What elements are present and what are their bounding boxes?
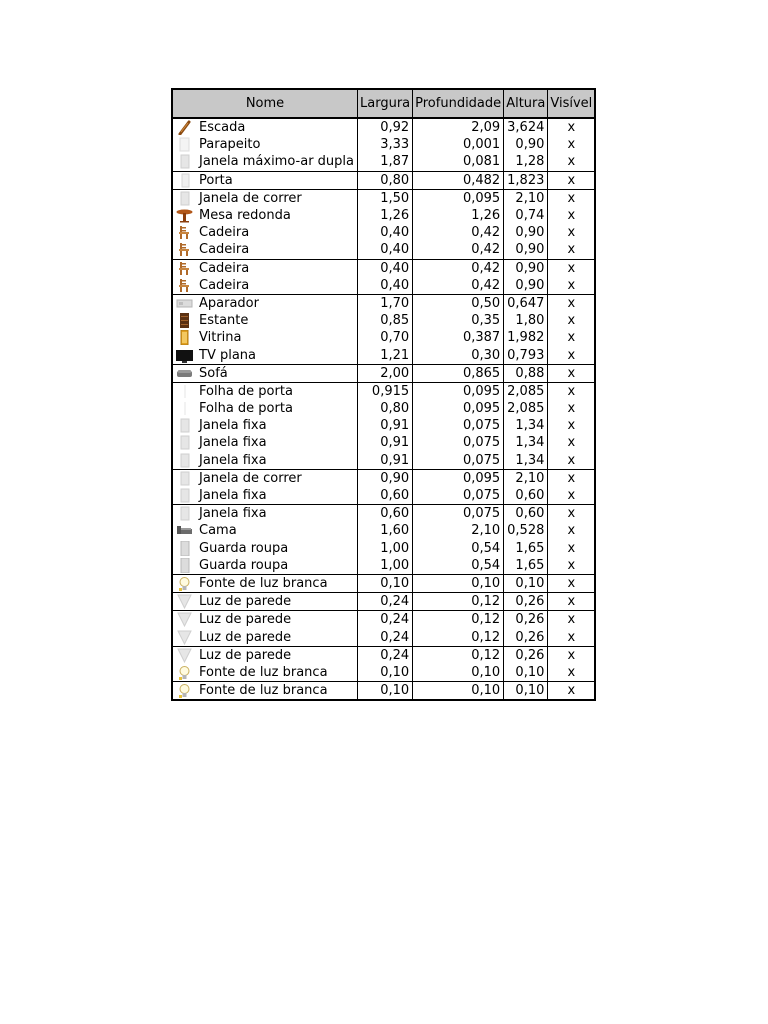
- item-name: Janela fixa: [199, 452, 267, 468]
- width-cell: 0,40: [358, 277, 413, 295]
- wardrobe-icon: [176, 541, 193, 556]
- depth-cell: 0,482: [413, 171, 504, 189]
- item-name: Escada: [199, 120, 246, 136]
- item-name: Folha de porta: [199, 401, 293, 417]
- table-body: [172, 118, 595, 700]
- depth-cell: 0,075: [413, 487, 504, 505]
- window-icon: [176, 191, 193, 206]
- height-cell: 1,80: [504, 312, 548, 329]
- width-cell: 1,21: [358, 346, 413, 364]
- visible-cell[interactable]: x: [548, 557, 595, 575]
- height-cell: 1,982: [504, 329, 548, 346]
- width-cell: 0,60: [358, 487, 413, 505]
- light-bulb-icon: [176, 576, 193, 591]
- height-cell: 0,10: [504, 664, 548, 682]
- depth-cell: 0,081: [413, 153, 504, 171]
- chair-icon: [176, 261, 193, 276]
- width-cell: 2,00: [358, 364, 413, 382]
- width-cell: 0,91: [358, 417, 413, 434]
- height-cell: 1,65: [504, 557, 548, 575]
- table-row[interactable]: [172, 312, 595, 329]
- table-row[interactable]: [172, 505, 595, 523]
- width-cell: 3,33: [358, 136, 413, 153]
- height-cell: 3,624: [504, 118, 548, 136]
- height-cell: 1,28: [504, 153, 548, 171]
- name-cell: [172, 522, 358, 539]
- name-cell: [172, 646, 358, 664]
- table-row[interactable]: [172, 241, 595, 259]
- width-cell: 0,85: [358, 312, 413, 329]
- width-cell: 0,24: [358, 593, 413, 611]
- visible-cell[interactable]: x: [548, 417, 595, 434]
- height-cell: 0,90: [504, 259, 548, 277]
- name-cell: [172, 241, 358, 259]
- item-name: Luz de parede: [199, 594, 292, 610]
- wall-light-icon: [176, 594, 193, 609]
- name-cell: [172, 153, 358, 171]
- table-row[interactable]: [172, 417, 595, 434]
- window-icon: [176, 418, 193, 433]
- bed-icon: [176, 523, 193, 538]
- visible-cell[interactable]: x: [548, 171, 595, 189]
- name-cell: [172, 400, 358, 417]
- window-icon: [176, 435, 193, 450]
- name-cell: [172, 118, 358, 136]
- table-row[interactable]: [172, 593, 595, 611]
- width-cell: 0,40: [358, 259, 413, 277]
- depth-cell: 2,10: [413, 522, 504, 539]
- depth-cell: 0,10: [413, 682, 504, 701]
- item-name: Janela fixa: [199, 418, 267, 434]
- height-cell: 0,90: [504, 241, 548, 259]
- table-row[interactable]: [172, 364, 595, 382]
- name-cell: [172, 505, 358, 523]
- item-name: Sofá: [199, 365, 228, 381]
- name-cell: [172, 382, 358, 400]
- width-cell: 0,40: [358, 241, 413, 259]
- name-cell: [172, 487, 358, 505]
- table-row[interactable]: [172, 294, 595, 312]
- name-cell: [172, 277, 358, 295]
- depth-cell: 0,075: [413, 505, 504, 523]
- item-name: Cadeira: [199, 277, 250, 293]
- height-cell: 1,34: [504, 417, 548, 434]
- height-cell: 1,34: [504, 434, 548, 451]
- name-cell: [172, 469, 358, 487]
- visible-cell[interactable]: x: [548, 294, 595, 312]
- width-cell: 0,10: [358, 574, 413, 592]
- width-cell: 1,87: [358, 153, 413, 171]
- header-visible[interactable]: Visível: [548, 89, 595, 118]
- height-cell: 0,74: [504, 207, 548, 224]
- item-name: Janela fixa: [199, 435, 267, 451]
- table-row[interactable]: [172, 277, 595, 295]
- depth-cell: 0,075: [413, 434, 504, 451]
- visible-cell[interactable]: x: [548, 487, 595, 505]
- table-row[interactable]: [172, 153, 595, 171]
- height-cell: 0,26: [504, 628, 548, 646]
- wardrobe-icon: [176, 558, 193, 573]
- height-cell: 0,60: [504, 487, 548, 505]
- door-leaf-icon: [176, 401, 193, 416]
- name-cell: [172, 574, 358, 592]
- item-name: Luz de parede: [199, 647, 292, 663]
- visible-cell[interactable]: x: [548, 153, 595, 171]
- name-cell: [172, 259, 358, 277]
- depth-cell: 0,42: [413, 277, 504, 295]
- visible-cell[interactable]: x: [548, 400, 595, 417]
- depth-cell: 0,42: [413, 241, 504, 259]
- item-name: Porta: [199, 172, 233, 188]
- height-cell: 2,10: [504, 189, 548, 207]
- bookcase-icon: [176, 313, 193, 328]
- width-cell: 0,70: [358, 329, 413, 346]
- window-icon: [176, 453, 193, 468]
- depth-cell: 0,095: [413, 189, 504, 207]
- height-cell: 0,60: [504, 505, 548, 523]
- item-name: Guarda roupa: [199, 540, 289, 556]
- depth-cell: 1,26: [413, 207, 504, 224]
- table-row[interactable]: [172, 540, 595, 557]
- height-cell: 2,085: [504, 400, 548, 417]
- height-cell: 0,26: [504, 593, 548, 611]
- item-name: Luz de parede: [199, 612, 292, 628]
- furniture-table: [171, 88, 596, 701]
- light-bulb-icon: [176, 665, 193, 680]
- height-cell: 0,528: [504, 522, 548, 539]
- depth-cell: 0,001: [413, 136, 504, 153]
- name-cell: [172, 682, 358, 701]
- depth-cell: 2,09: [413, 118, 504, 136]
- visible-cell[interactable]: x: [548, 207, 595, 224]
- width-cell: 0,80: [358, 400, 413, 417]
- name-cell: [172, 611, 358, 629]
- width-cell: 0,24: [358, 611, 413, 629]
- table-row[interactable]: [172, 664, 595, 682]
- item-name: Vitrina: [199, 330, 242, 346]
- header-width[interactable]: Largura: [358, 89, 413, 118]
- depth-cell: 0,865: [413, 364, 504, 382]
- depth-cell: 0,095: [413, 400, 504, 417]
- table-row[interactable]: [172, 646, 595, 664]
- item-name: Cadeira: [199, 225, 250, 241]
- table-row[interactable]: [172, 611, 595, 629]
- visible-cell[interactable]: x: [548, 611, 595, 629]
- name-cell: [172, 417, 358, 434]
- height-cell: 0,10: [504, 682, 548, 701]
- width-cell: 0,10: [358, 664, 413, 682]
- visible-cell[interactable]: x: [548, 241, 595, 259]
- depth-cell: 0,10: [413, 664, 504, 682]
- table-row[interactable]: [172, 628, 595, 646]
- height-cell: 0,90: [504, 136, 548, 153]
- header-row: [172, 89, 595, 118]
- height-cell: 1,65: [504, 540, 548, 557]
- round-table-icon: [176, 208, 193, 223]
- showcase-icon: [176, 330, 193, 345]
- item-name: Janela de correr: [199, 470, 302, 486]
- table-row[interactable]: [172, 434, 595, 451]
- visible-cell[interactable]: x: [548, 118, 595, 136]
- table-row[interactable]: [172, 207, 595, 224]
- item-name: Fonte de luz branca: [199, 683, 328, 699]
- visible-cell[interactable]: x: [548, 259, 595, 277]
- visible-cell[interactable]: x: [548, 382, 595, 400]
- header-depth[interactable]: Profundidade: [413, 89, 504, 118]
- name-cell: [172, 364, 358, 382]
- height-cell: 0,793: [504, 346, 548, 364]
- table-row[interactable]: [172, 118, 595, 136]
- table-row[interactable]: [172, 382, 595, 400]
- wall-light-icon: [176, 630, 193, 645]
- name-cell: [172, 224, 358, 241]
- railing-icon: [176, 137, 193, 152]
- width-cell: 1,00: [358, 540, 413, 557]
- depth-cell: 0,35: [413, 312, 504, 329]
- name-cell: [172, 312, 358, 329]
- name-cell: [172, 452, 358, 470]
- width-cell: 0,915: [358, 382, 413, 400]
- depth-cell: 0,095: [413, 469, 504, 487]
- wall-light-icon: [176, 612, 193, 627]
- table-row[interactable]: [172, 189, 595, 207]
- name-cell: [172, 593, 358, 611]
- width-cell: 1,00: [358, 557, 413, 575]
- name-cell: [172, 171, 358, 189]
- width-cell: 0,24: [358, 646, 413, 664]
- width-cell: 0,90: [358, 469, 413, 487]
- depth-cell: 0,50: [413, 294, 504, 312]
- wall-light-icon: [176, 648, 193, 663]
- depth-cell: 0,095: [413, 382, 504, 400]
- visible-cell[interactable]: x: [548, 452, 595, 470]
- height-cell: 0,26: [504, 611, 548, 629]
- sideboard-icon: [176, 296, 193, 311]
- depth-cell: 0,075: [413, 452, 504, 470]
- depth-cell: 0,54: [413, 557, 504, 575]
- height-cell: 2,10: [504, 469, 548, 487]
- item-name: Luz de parede: [199, 629, 292, 645]
- name-cell: [172, 329, 358, 346]
- item-name: Janela fixa: [199, 488, 267, 504]
- chair-icon: [176, 242, 193, 257]
- width-cell: 0,40: [358, 224, 413, 241]
- visible-cell[interactable]: x: [548, 574, 595, 592]
- item-name: Parapeito: [199, 137, 261, 153]
- visible-cell[interactable]: x: [548, 312, 595, 329]
- visible-cell[interactable]: x: [548, 522, 595, 539]
- item-name: Janela fixa: [199, 506, 267, 522]
- table-row[interactable]: [172, 574, 595, 592]
- item-name: Cadeira: [199, 260, 250, 276]
- visible-cell[interactable]: x: [548, 189, 595, 207]
- depth-cell: 0,42: [413, 259, 504, 277]
- depth-cell: 0,12: [413, 646, 504, 664]
- item-name: Mesa redonda: [199, 208, 291, 224]
- name-cell: [172, 540, 358, 557]
- visible-cell[interactable]: x: [548, 364, 595, 382]
- item-name: TV plana: [199, 347, 257, 363]
- item-name: Fonte de luz branca: [199, 575, 328, 591]
- depth-cell: 0,387: [413, 329, 504, 346]
- table-row[interactable]: [172, 346, 595, 364]
- height-cell: 0,88: [504, 364, 548, 382]
- table-row[interactable]: [172, 452, 595, 470]
- name-cell: [172, 346, 358, 364]
- name-cell: [172, 294, 358, 312]
- table-row[interactable]: [172, 522, 595, 539]
- table-row[interactable]: [172, 487, 595, 505]
- chair-icon: [176, 225, 193, 240]
- width-cell: 0,92: [358, 118, 413, 136]
- name-cell: [172, 628, 358, 646]
- window-icon: [176, 506, 193, 521]
- name-cell: [172, 207, 358, 224]
- visible-cell[interactable]: x: [548, 628, 595, 646]
- visible-cell[interactable]: x: [548, 434, 595, 451]
- item-name: Aparador: [199, 295, 259, 311]
- visible-cell[interactable]: x: [548, 346, 595, 364]
- width-cell: 1,26: [358, 207, 413, 224]
- staircase-icon: [176, 120, 193, 135]
- name-cell: [172, 557, 358, 575]
- width-cell: 0,10: [358, 682, 413, 701]
- table-row[interactable]: [172, 224, 595, 241]
- item-name: Janela de correr: [199, 190, 302, 206]
- visible-cell[interactable]: x: [548, 224, 595, 241]
- tv-icon: [176, 348, 193, 363]
- header-name[interactable]: Nome: [172, 89, 358, 118]
- table-row[interactable]: [172, 259, 595, 277]
- window-icon: [176, 488, 193, 503]
- name-cell: [172, 189, 358, 207]
- depth-cell: 0,075: [413, 417, 504, 434]
- window-icon: [176, 471, 193, 486]
- name-cell: [172, 434, 358, 451]
- depth-cell: 0,10: [413, 574, 504, 592]
- table-row[interactable]: [172, 171, 595, 189]
- height-cell: 1,34: [504, 452, 548, 470]
- visible-cell[interactable]: x: [548, 664, 595, 682]
- depth-cell: 0,12: [413, 593, 504, 611]
- table-row[interactable]: [172, 400, 595, 417]
- visible-cell[interactable]: x: [548, 277, 595, 295]
- chair-icon: [176, 278, 193, 293]
- height-cell: 0,10: [504, 574, 548, 592]
- height-cell: 0,90: [504, 277, 548, 295]
- door-icon: [176, 173, 193, 188]
- visible-cell[interactable]: x: [548, 505, 595, 523]
- depth-cell: 0,54: [413, 540, 504, 557]
- item-name: Cadeira: [199, 242, 250, 258]
- height-cell: 0,647: [504, 294, 548, 312]
- visible-cell[interactable]: x: [548, 136, 595, 153]
- item-name: Cama: [199, 523, 237, 539]
- width-cell: 0,60: [358, 505, 413, 523]
- width-cell: 1,50: [358, 189, 413, 207]
- visible-cell[interactable]: x: [548, 329, 595, 346]
- depth-cell: 0,42: [413, 224, 504, 241]
- width-cell: 0,91: [358, 452, 413, 470]
- visible-cell[interactable]: x: [548, 540, 595, 557]
- header-height[interactable]: Altura: [504, 89, 548, 118]
- table-row[interactable]: [172, 557, 595, 575]
- visible-cell[interactable]: x: [548, 469, 595, 487]
- visible-cell[interactable]: x: [548, 593, 595, 611]
- height-cell: 1,823: [504, 171, 548, 189]
- width-cell: 0,91: [358, 434, 413, 451]
- item-name: Guarda roupa: [199, 557, 289, 573]
- visible-cell[interactable]: x: [548, 646, 595, 664]
- table-row[interactable]: [172, 682, 595, 701]
- item-name: Fonte de luz branca: [199, 664, 328, 680]
- sofa-icon: [176, 366, 193, 381]
- visible-cell[interactable]: x: [548, 682, 595, 701]
- height-cell: 2,085: [504, 382, 548, 400]
- depth-cell: 0,12: [413, 628, 504, 646]
- width-cell: 1,60: [358, 522, 413, 539]
- table-row[interactable]: [172, 329, 595, 346]
- door-leaf-icon: [176, 384, 193, 399]
- height-cell: 0,26: [504, 646, 548, 664]
- height-cell: 0,90: [504, 224, 548, 241]
- depth-cell: 0,12: [413, 611, 504, 629]
- width-cell: 1,70: [358, 294, 413, 312]
- table-row[interactable]: [172, 136, 595, 153]
- width-cell: 0,80: [358, 171, 413, 189]
- window-icon: [176, 154, 193, 169]
- item-name: Janela máximo-ar dupla: [199, 154, 354, 170]
- name-cell: [172, 136, 358, 153]
- width-cell: 0,24: [358, 628, 413, 646]
- name-cell: [172, 664, 358, 682]
- item-name: Estante: [199, 313, 249, 329]
- light-bulb-icon: [176, 683, 193, 698]
- table-row[interactable]: [172, 469, 595, 487]
- table-header: [172, 89, 595, 118]
- depth-cell: 0,30: [413, 346, 504, 364]
- item-name: Folha de porta: [199, 383, 293, 399]
